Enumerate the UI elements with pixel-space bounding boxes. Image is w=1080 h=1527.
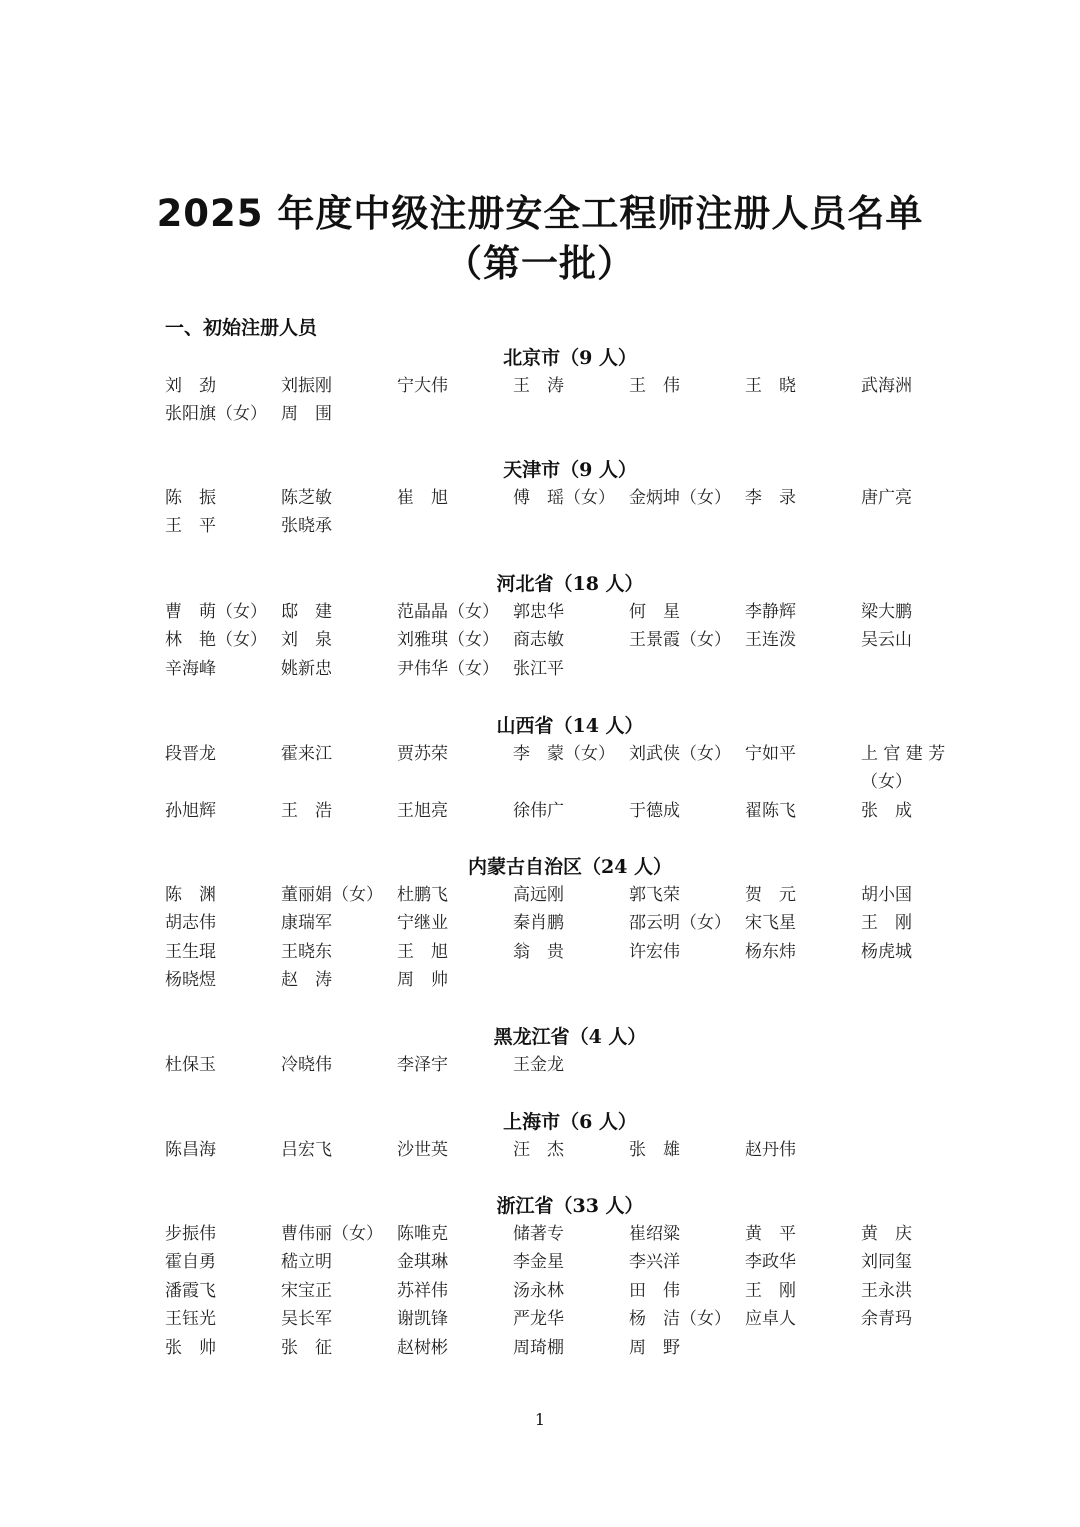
person-name: 曹伟丽（女） [281,1224,383,1244]
name-grid [165,484,975,541]
person-name: 苏祥伟 [397,1280,448,1301]
person-name: 李金星 [513,1252,564,1273]
person-name: 张 帅 [165,1337,216,1358]
person-name: 周 围 [281,404,332,425]
person-name: 王 旭 [397,941,448,962]
person-name: 傅 瑶（女） [513,488,615,508]
person-name: 上 官 建 芳 [861,744,946,764]
person-name: 杨虎城 [861,941,912,962]
person-name: 王晓东 [281,941,332,962]
person-name: 刘 劲 [165,376,216,396]
person-name: 刘武侠（女） [629,744,731,764]
document-subtitle: （第一批） [445,242,635,285]
person-name: 黄 庆 [861,1224,912,1244]
person-name: 金炳坤（女） [629,488,731,508]
document-title: 2025 年度中级注册安全工程师注册人员名单 [156,192,924,235]
person-name: 武海洲 [861,376,912,396]
person-name: 王金龙 [513,1055,564,1075]
region-title: 浙江省（33 人） [496,1195,644,1217]
person-name: 田 伟 [629,1280,680,1301]
person-name: 胡志伟 [165,913,216,934]
region-block [165,344,975,429]
person-name: 周 野 [629,1337,680,1358]
person-name: 胡小国 [861,885,912,905]
person-name: 周琦棚 [513,1337,564,1358]
person-name: 辛海峰 [165,658,216,679]
person-name: 王钰光 [165,1309,216,1330]
person-name: 余青玛 [861,1309,912,1330]
person-name: 王生琨 [165,941,216,962]
person-name: 刘雅琪（女） [397,630,499,651]
region-block [165,1192,975,1362]
person-name: 吕宏飞 [281,1140,332,1160]
region-title: 上海市（6 人） [503,1111,637,1133]
person-name: 王 浩 [281,800,332,821]
person-name: 赵丹伟 [745,1140,796,1160]
person-name: 林 艳（女） [165,630,267,651]
person-name: 崔绍粱 [629,1224,680,1244]
person-name: 许宏伟 [629,941,680,962]
person-name: 冷晓伟 [281,1055,332,1075]
page-number: 1 [534,1410,546,1429]
person-name: 李 蒙（女） [513,744,615,764]
person-name: 王 平 [165,516,216,537]
person-name: 嵇立明 [281,1252,332,1273]
person-name: 邸 建 [281,602,332,622]
person-name: 杨东炜 [745,941,796,962]
person-name: 刘振刚 [281,376,332,396]
name-grid [165,372,975,429]
person-name: 郭忠华 [513,602,564,622]
person-name: 陈 振 [165,488,216,508]
person-name: 于德成 [629,800,680,821]
person-name: 金琪琳 [397,1252,448,1273]
person-name: 杜鹏飞 [397,885,448,905]
person-name: 李政华 [745,1252,796,1273]
person-name: 汪 杰 [513,1140,564,1160]
person-name: 曹 萌（女） [165,602,267,622]
person-name: 汤永林 [513,1280,564,1301]
name-grid [165,1136,975,1164]
region-block [165,712,975,825]
person-name: 谢凯锋 [397,1309,448,1330]
region-block [165,1023,975,1079]
region-title: 黑龙江省（4 人） [493,1026,647,1048]
empty-cell [513,768,629,796]
person-name: 张 成 [861,800,912,821]
person-name: 陈芝敏 [281,488,332,508]
person-name: 李兴洋 [629,1252,680,1273]
region-block [165,1108,975,1164]
empty-cell [745,768,861,796]
person-name: 严龙华 [513,1309,564,1330]
empty-cell [629,768,745,796]
person-name: 康瑞军 [281,913,332,934]
person-name: 陈唯克 [397,1224,448,1244]
person-name: 王永洪 [861,1280,912,1301]
person-name: 杨晓煜 [165,970,216,991]
person-name: 王 晓 [745,376,796,396]
region-title: 山西省（14 人） [496,715,644,737]
name-grid [165,1051,975,1079]
person-name: 李静辉 [745,602,796,622]
person-name: 高远刚 [513,885,564,905]
empty-cell [281,768,397,796]
person-name: 郭飞荣 [629,885,680,905]
person-name: 王 刚 [861,913,912,934]
person-name: 吴云山 [861,630,912,651]
person-name: 霍来江 [281,744,332,764]
person-name: 储著专 [513,1224,564,1244]
person-name: 董丽娟（女） [281,885,383,905]
person-name: 周 帅 [397,970,448,991]
person-name: 徐伟广 [513,800,564,821]
person-name: 黄 平 [745,1224,796,1244]
person-name: 杨 洁（女） [629,1309,731,1330]
region-title: 北京市（9 人） [503,347,637,369]
person-name: 王 刚 [745,1280,796,1301]
person-name: 何 星 [629,602,680,622]
person-name: 王 伟 [629,376,680,396]
region-block [165,853,975,995]
name-grid [165,740,975,825]
person-name: 段晋龙 [165,744,216,764]
person-name: 宋飞星 [745,913,796,934]
person-name: 宁如平 [745,744,796,764]
section-heading: 一、初始注册人员 [165,317,318,339]
person-name: 商志敏 [513,630,564,651]
person-name: 应卓人 [745,1309,796,1330]
person-name: 贾苏荣 [397,744,448,764]
person-name: 翟陈飞 [745,800,796,821]
person-name: 吴长军 [281,1309,332,1330]
person-name: 梁大鹏 [861,602,912,622]
person-name: 崔 旭 [397,488,448,508]
person-name: 王景霞（女） [629,630,731,651]
person-name: 宋宝正 [281,1280,332,1301]
person-name: 王 涛 [513,376,564,396]
region-title: 内蒙古自治区（24 人） [467,856,673,878]
region-block [165,456,975,541]
region-title: 河北省（18 人） [496,573,644,595]
region-title: 天津市（9 人） [503,459,637,481]
person-name: 宁大伟 [397,376,448,396]
name-grid [165,598,975,683]
person-name: 陈昌海 [165,1140,216,1160]
person-name: 张 雄 [629,1140,680,1160]
person-name: 陈 渊 [165,885,216,905]
name-grid [165,1220,975,1362]
person-name: 尹伟华（女） [397,658,499,679]
person-name: 王旭亮 [397,800,448,821]
region-block [165,570,975,683]
person-name: 张江平 [513,658,564,679]
empty-cell [165,768,281,796]
person-name: 唐广亮 [861,488,912,508]
person-name: 李 录 [745,488,796,508]
person-name: 宁继业 [397,913,448,934]
person-name: 秦肖鹏 [513,913,564,934]
person-name: 张阳旗（女） [165,404,267,425]
person-name: 王连泼 [745,630,796,651]
person-name: 范晶晶（女） [397,602,499,622]
person-name: 刘 泉 [281,630,332,651]
empty-cell [397,768,513,796]
person-name: 杜保玉 [165,1055,216,1075]
person-name: 刘同玺 [861,1252,912,1273]
person-name: 李泽宇 [397,1055,448,1075]
person-name: 张 征 [281,1337,332,1358]
person-name: 孙旭辉 [165,800,216,821]
person-name: 潘霞飞 [165,1280,216,1301]
person-name: 贺 元 [745,885,796,905]
person-name: 翁 贵 [513,941,564,962]
person-name: （女） [861,772,912,793]
person-name: 赵树彬 [397,1337,448,1358]
person-name: 邵云明（女） [629,913,731,934]
person-name: 沙世英 [397,1140,448,1160]
person-name: 霍自勇 [165,1252,216,1273]
name-grid [165,881,975,995]
person-name: 姚新忠 [281,658,332,679]
person-name: 张晓承 [281,516,332,537]
person-name: 步振伟 [165,1224,216,1244]
person-name: 赵 涛 [281,970,332,991]
